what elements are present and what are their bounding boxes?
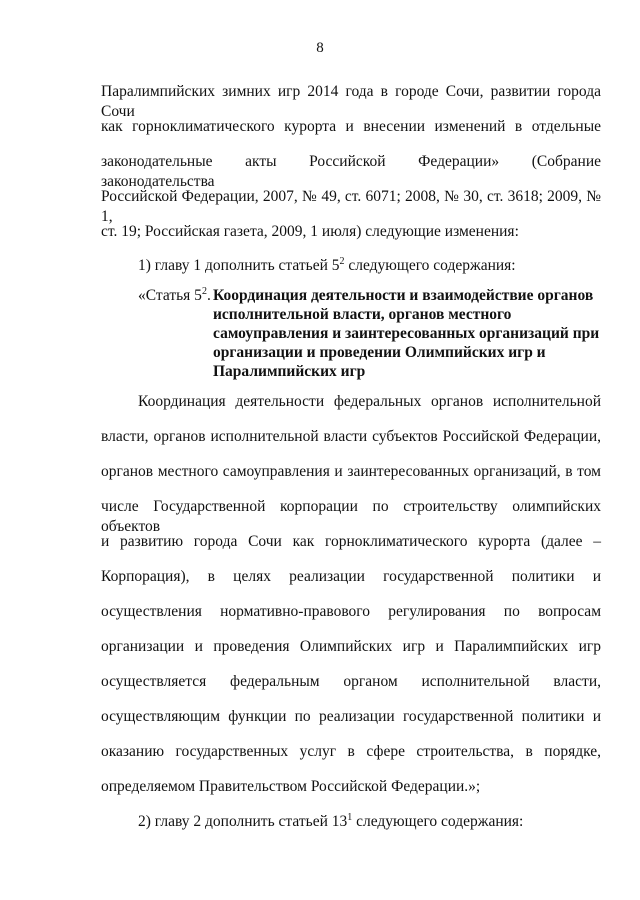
text-line: законодательные акты Российской Федерации» (Собрание законодательства xyxy=(101,153,601,190)
list-item-1-sup: 2 xyxy=(339,256,345,267)
text-line: Российской Федерации, 2007, № 49, ст. 6071; 2008, № 30, ст. 3618; 2009, № 1, xyxy=(101,188,601,225)
article-label-sup: 2 xyxy=(201,286,207,297)
list-item-2 xyxy=(138,812,601,832)
list-item-1 xyxy=(138,256,601,276)
body-line: и развитию города Сочи как горноклиматического курорта (далее – xyxy=(101,533,601,550)
list-item-2-suffix: следующего содержания: xyxy=(352,813,524,830)
article-label: «Статья $5^2$. xyxy=(138,286,211,304)
list-item-1-suffix: следующего содержания: xyxy=(344,257,516,274)
body-line: Координация деятельности федеральных органов исполнительной xyxy=(138,393,601,410)
page-number: 8 xyxy=(316,40,324,56)
body-line: оказанию государственных услуг в сфере строительства, в порядке, xyxy=(101,743,601,760)
text-line: как горноклиматического курорта и внесении изменений в отдельные xyxy=(101,118,601,135)
text-line: ст. 19; Российская газета, 2009, 1 июля) следующие изменения: xyxy=(101,223,519,240)
article-title-line: самоуправления и заинтересованных организаций при xyxy=(213,325,600,342)
article-title-line: организации и проведении Олимпийских игр и xyxy=(213,344,546,361)
body-line: осуществления нормативно-правового регулирования по вопросам xyxy=(101,603,601,620)
body-line: осуществляющим функции по реализации государственной политики и xyxy=(101,708,601,725)
body-line: числе Государственной корпорации по строительству олимпийских объектов xyxy=(101,498,601,535)
body-line: определяемом Правительством Российской Федерации.»; xyxy=(101,778,481,795)
text-line: Паралимпийских зимних игр 2014 года в городе Сочи, развитии города Сочи xyxy=(101,83,601,120)
article-title-line: Паралимпийских игр xyxy=(213,363,366,380)
body-line: органов местного самоуправления и заинтересованных организаций, в том xyxy=(101,463,601,480)
list-item-2-text: 2) главу 2 дополнить статьей 13 xyxy=(138,813,348,830)
body-line: осуществляется федеральным органом исполнительной власти, xyxy=(101,673,601,690)
body-line: Корпорация), в целях реализации государственной политики и xyxy=(101,568,601,585)
list-item-2-sup: 1 xyxy=(347,812,353,823)
body-line: организации и проведения Олимпийских игр и Паралимпийских игр xyxy=(101,638,601,655)
article-title-line: исполнительной власти, органов местного xyxy=(213,306,512,323)
article-title xyxy=(213,286,613,381)
article-title-line: Координация деятельности и взаимодействие органов xyxy=(213,287,594,304)
body-line: власти, органов исполнительной власти субъектов Российской Федерации, xyxy=(101,428,601,445)
list-item-1-text: 1) главу 1 дополнить статьей 5 xyxy=(138,257,340,274)
